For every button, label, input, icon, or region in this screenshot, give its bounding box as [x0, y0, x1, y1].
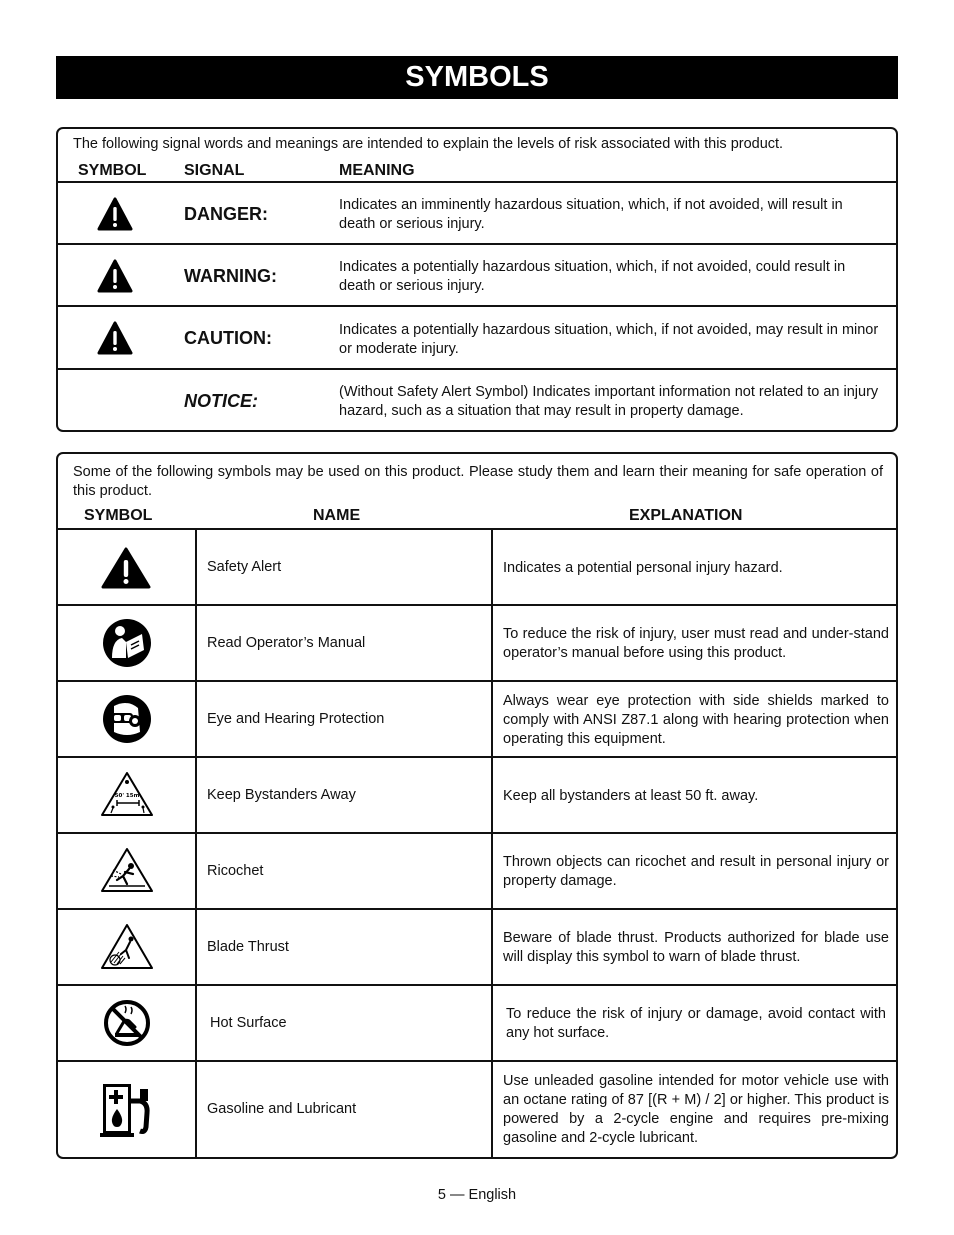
divider [58, 832, 896, 834]
explanation-gasoline: Use unleaded gasoline intended for motor vehicle use with an octane rating of 87 [(R + M) / 2] or higher. This product is powered by a 2-cycle engine and requires pre-mixing gasoline and 2-cycle lubricant. [503, 1073, 889, 1146]
eye-hearing-protection-icon [102, 694, 152, 744]
meaning-danger: Indicates an imminently hazardous situation, which, if not avoided, will result in death or serious injury. [339, 197, 843, 232]
column-divider [491, 528, 493, 1157]
explanation-safety-alert: Indicates a potential personal injury hazard. [503, 560, 783, 576]
explanation-ricochet: Thrown objects can ricochet and result in personal injury or property damage. [503, 854, 889, 889]
meaning-caution: Indicates a potentially hazardous situation, which, if not avoided, may result in minor or moderate injury. [339, 322, 879, 357]
name-safety-alert: Safety Alert [207, 559, 282, 575]
divider [58, 368, 896, 370]
signal-warning: WARNING: [184, 266, 277, 286]
divider [58, 680, 896, 682]
hot-surface-icon [103, 999, 151, 1047]
explanation-blade-thrust: Beware of blade thrust. Products authorized for blade use will display this symbol to warn of blade thrust. [503, 930, 889, 965]
safety-alert-icon [101, 547, 151, 589]
page-footer: 5 — English [437, 1187, 517, 1203]
header-meaning: MEANING [339, 162, 415, 179]
blade-thrust-icon [99, 922, 155, 972]
header-explanation: EXPLANATION [629, 507, 743, 524]
read-manual-icon [102, 618, 152, 668]
header-symbol: SYMBOL [84, 507, 153, 524]
divider [58, 756, 896, 758]
page-title: SYMBOLS [56, 56, 898, 99]
symbols-table [56, 452, 898, 1159]
explanation-keep-bystanders: Keep all bystanders at least 50 ft. away. [503, 788, 759, 804]
name-keep-bystanders: Keep Bystanders Away [207, 787, 356, 803]
signal-words-table [56, 127, 898, 432]
divider [58, 984, 896, 986]
signal-danger: DANGER: [184, 204, 268, 224]
signal-table-intro: The following signal words and meanings are intended to explain the levels of risk associated with this product. [73, 136, 784, 152]
name-hot-surface: Hot Surface [210, 1015, 287, 1031]
safety-alert-icon [97, 259, 133, 293]
safety-alert-icon [97, 321, 133, 355]
name-read-manual: Read Operator’s Manual [207, 635, 366, 651]
column-divider [195, 528, 197, 1157]
header-signal: SIGNAL [184, 162, 245, 179]
explanation-read-manual: To reduce the risk of injury, user must read and under-stand operator’s manual before using this product. [503, 626, 889, 661]
meaning-warning: Indicates a potentially hazardous situation, which, if not avoided, could result in death or serious injury. [339, 259, 846, 294]
divider [58, 181, 896, 183]
divider [58, 908, 896, 910]
name-blade-thrust: Blade Thrust [207, 939, 289, 955]
signal-caution: CAUTION: [184, 328, 272, 348]
divider [58, 243, 896, 245]
divider [58, 604, 896, 606]
name-gasoline: Gasoline and Lubricant [207, 1101, 357, 1117]
name-ricochet: Ricochet [207, 863, 264, 879]
header-symbol: SYMBOL [78, 162, 147, 179]
header-name: NAME [313, 507, 361, 524]
ricochet-icon [99, 846, 155, 894]
bystander-distance-text: 50' 15m [114, 793, 140, 799]
meaning-notice: (Without Safety Alert Symbol) Indicates important information not related to an injury hazard, such as a situation that may result in property damage. [339, 384, 879, 419]
name-eye-hearing: Eye and Hearing Protection [207, 711, 385, 727]
signal-notice: NOTICE: [184, 391, 258, 411]
safety-alert-icon [97, 197, 133, 231]
explanation-hot-surface: To reduce the risk of injury or damage, avoid contact with any hot surface. [506, 1006, 886, 1041]
explanation-eye-hearing: Always wear eye protection with side shields marked to comply with ANSI Z87.1 along with hearing protection when operating this equipment. [503, 693, 889, 747]
keep-bystanders-away-icon [99, 770, 155, 818]
fuel-pump-icon [100, 1081, 156, 1139]
divider [58, 305, 896, 307]
symbol-table-intro: Some of the following symbols may be used on this product. Please study them and learn their meaning for safe operation of this product. [73, 464, 883, 499]
divider [58, 528, 896, 530]
divider [58, 1060, 896, 1062]
